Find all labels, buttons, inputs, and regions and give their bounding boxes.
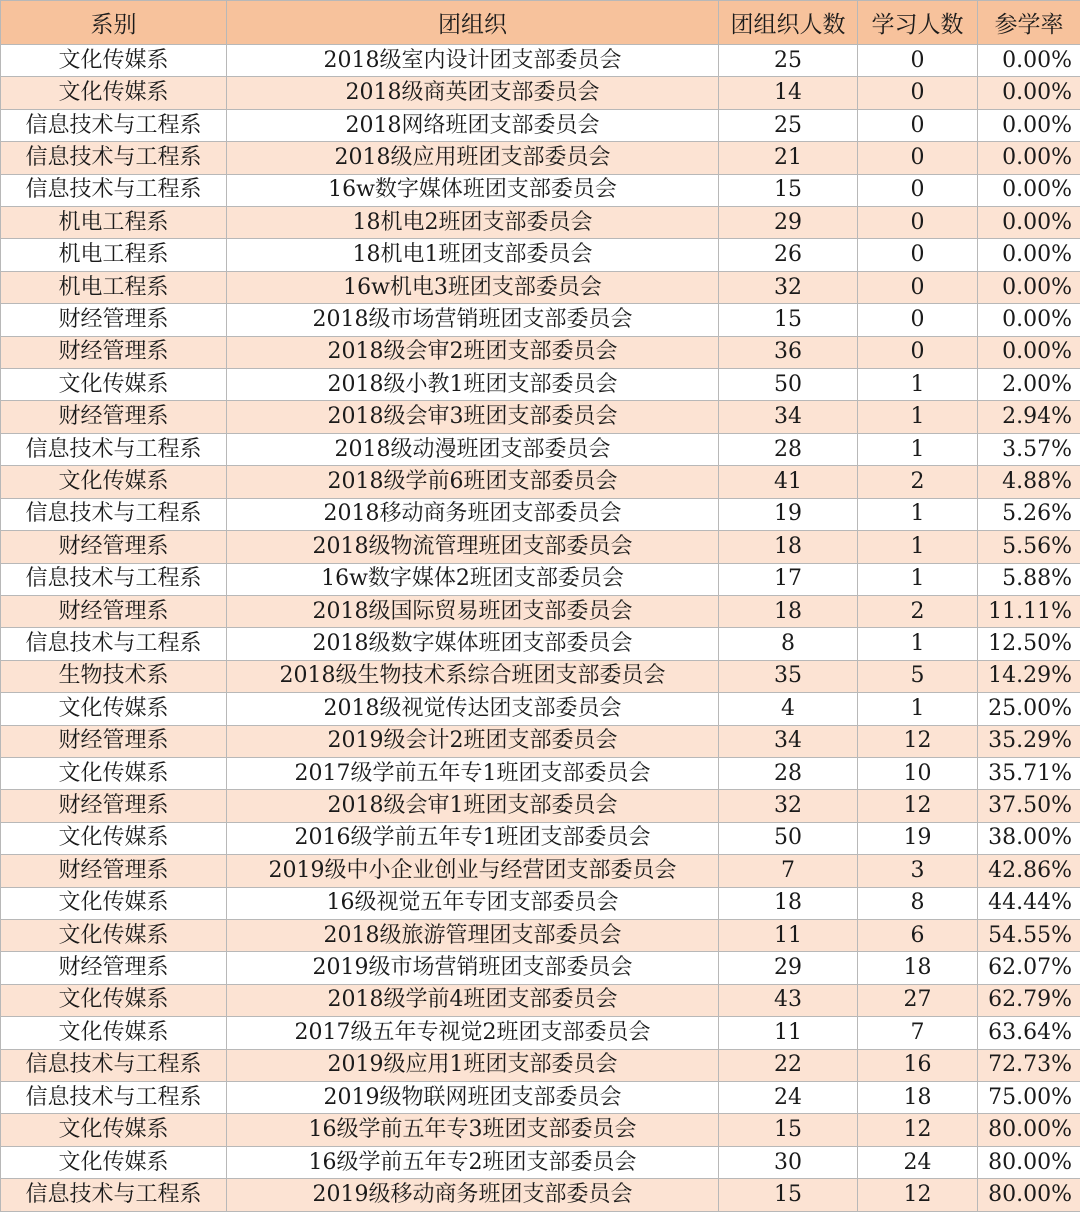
cell-department: 信息技术与工程系 (1, 433, 227, 465)
cell-study-count: 0 (858, 142, 978, 174)
cell-department: 财经管理系 (1, 531, 227, 563)
cell-study-count: 18 (858, 952, 978, 984)
cell-study-count: 5 (858, 660, 978, 692)
cell-organization: 2019级应用1班团支部委员会 (227, 1049, 719, 1081)
cell-member-count: 17 (719, 563, 858, 595)
cell-study-count: 2 (858, 595, 978, 627)
table-row (1, 887, 1080, 919)
cell-participation-rate: 80.00% (978, 1146, 1080, 1178)
header-participation-rate: 参学率 (978, 1, 1080, 45)
cell-organization: 2018级会审2班团支部委员会 (227, 336, 719, 368)
cell-participation-rate: 12.50% (978, 628, 1080, 660)
cell-participation-rate: 0.00% (978, 109, 1080, 141)
cell-member-count: 28 (719, 757, 858, 789)
cell-organization: 2017级学前五年专1班团支部委员会 (227, 757, 719, 789)
cell-study-count: 1 (858, 693, 978, 725)
cell-participation-rate: 37.50% (978, 790, 1080, 822)
cell-study-count: 0 (858, 271, 978, 303)
cell-member-count: 30 (719, 1146, 858, 1178)
cell-member-count: 21 (719, 142, 858, 174)
cell-department: 文化传媒系 (1, 1114, 227, 1146)
cell-organization: 16w机电3班团支部委员会 (227, 271, 719, 303)
cell-participation-rate: 63.64% (978, 1017, 1080, 1049)
cell-organization: 2018级旅游管理团支部委员会 (227, 919, 719, 951)
cell-member-count: 50 (719, 822, 858, 854)
cell-study-count: 0 (858, 207, 978, 239)
header-department: 系别 (1, 1, 227, 45)
cell-participation-rate: 35.71% (978, 757, 1080, 789)
cell-study-count: 3 (858, 855, 978, 887)
table-row (1, 498, 1080, 530)
cell-participation-rate: 44.44% (978, 887, 1080, 919)
cell-member-count: 15 (719, 1179, 858, 1211)
cell-department: 文化传媒系 (1, 919, 227, 951)
cell-department: 文化传媒系 (1, 466, 227, 498)
cell-study-count: 0 (858, 77, 978, 109)
cell-member-count: 35 (719, 660, 858, 692)
table-row (1, 466, 1080, 498)
cell-member-count: 34 (719, 401, 858, 433)
cell-member-count: 18 (719, 595, 858, 627)
table-row (1, 919, 1080, 951)
cell-study-count: 19 (858, 822, 978, 854)
table-row (1, 693, 1080, 725)
cell-organization: 2018级学前4班团支部委员会 (227, 984, 719, 1016)
cell-member-count: 19 (719, 498, 858, 530)
header-study-count: 学习人数 (858, 1, 978, 45)
table-row (1, 952, 1080, 984)
cell-member-count: 41 (719, 466, 858, 498)
table-row (1, 174, 1080, 206)
cell-member-count: 29 (719, 952, 858, 984)
cell-participation-rate: 62.07% (978, 952, 1080, 984)
cell-member-count: 8 (719, 628, 858, 660)
cell-participation-rate: 0.00% (978, 336, 1080, 368)
cell-organization: 2018级商英团支部委员会 (227, 77, 719, 109)
cell-organization: 2018级视觉传达团支部委员会 (227, 693, 719, 725)
cell-participation-rate: 11.11% (978, 595, 1080, 627)
cell-member-count: 15 (719, 1114, 858, 1146)
cell-organization: 2016级学前五年专1班团支部委员会 (227, 822, 719, 854)
cell-study-count: 1 (858, 628, 978, 660)
cell-organization: 2018级国际贸易班团支部委员会 (227, 595, 719, 627)
cell-participation-rate: 25.00% (978, 693, 1080, 725)
header-row (1, 1, 1080, 45)
cell-participation-rate: 0.00% (978, 304, 1080, 336)
cell-department: 财经管理系 (1, 790, 227, 822)
table-row (1, 271, 1080, 303)
cell-organization: 2018级生物技术系综合班团支部委员会 (227, 660, 719, 692)
table-row (1, 1179, 1080, 1211)
cell-member-count: 25 (719, 109, 858, 141)
table-row (1, 595, 1080, 627)
cell-participation-rate: 62.79% (978, 984, 1080, 1016)
table-row (1, 855, 1080, 887)
table-row (1, 563, 1080, 595)
table-header (1, 1, 1080, 45)
cell-member-count: 11 (719, 1017, 858, 1049)
cell-department: 信息技术与工程系 (1, 628, 227, 660)
cell-organization: 2019级物联网班团支部委员会 (227, 1082, 719, 1114)
cell-study-count: 1 (858, 498, 978, 530)
table-row (1, 109, 1080, 141)
cell-department: 财经管理系 (1, 855, 227, 887)
cell-study-count: 6 (858, 919, 978, 951)
cell-department: 财经管理系 (1, 595, 227, 627)
cell-study-count: 1 (858, 433, 978, 465)
cell-department: 财经管理系 (1, 952, 227, 984)
cell-study-count: 12 (858, 725, 978, 757)
cell-participation-rate: 0.00% (978, 77, 1080, 109)
cell-department: 文化传媒系 (1, 77, 227, 109)
cell-department: 机电工程系 (1, 239, 227, 271)
cell-participation-rate: 38.00% (978, 822, 1080, 854)
header-organization: 团组织 (227, 1, 719, 45)
cell-organization: 16w数字媒体2班团支部委员会 (227, 563, 719, 595)
cell-participation-rate: 5.26% (978, 498, 1080, 530)
cell-department: 信息技术与工程系 (1, 563, 227, 595)
cell-department: 文化传媒系 (1, 369, 227, 401)
cell-participation-rate: 3.57% (978, 433, 1080, 465)
table-row (1, 628, 1080, 660)
cell-department: 文化传媒系 (1, 757, 227, 789)
cell-participation-rate: 0.00% (978, 174, 1080, 206)
cell-study-count: 24 (858, 1146, 978, 1178)
cell-study-count: 1 (858, 531, 978, 563)
cell-member-count: 15 (719, 304, 858, 336)
table-body (1, 45, 1080, 1212)
cell-organization: 2019级会计2班团支部委员会 (227, 725, 719, 757)
cell-organization: 2018级应用班团支部委员会 (227, 142, 719, 174)
cell-study-count: 0 (858, 45, 978, 77)
cell-member-count: 18 (719, 887, 858, 919)
table-row (1, 401, 1080, 433)
cell-member-count: 50 (719, 369, 858, 401)
cell-member-count: 4 (719, 693, 858, 725)
cell-study-count: 12 (858, 1179, 978, 1211)
cell-study-count: 0 (858, 174, 978, 206)
cell-member-count: 34 (719, 725, 858, 757)
cell-study-count: 1 (858, 563, 978, 595)
cell-organization: 16级学前五年专3班团支部委员会 (227, 1114, 719, 1146)
cell-participation-rate: 80.00% (978, 1114, 1080, 1146)
cell-organization: 2018级数字媒体班团支部委员会 (227, 628, 719, 660)
cell-department: 生物技术系 (1, 660, 227, 692)
cell-member-count: 11 (719, 919, 858, 951)
cell-department: 信息技术与工程系 (1, 498, 227, 530)
cell-participation-rate: 54.55% (978, 919, 1080, 951)
cell-participation-rate: 0.00% (978, 45, 1080, 77)
table-row (1, 660, 1080, 692)
cell-organization: 18机电1班团支部委员会 (227, 239, 719, 271)
table-row (1, 1049, 1080, 1081)
cell-department: 机电工程系 (1, 271, 227, 303)
cell-participation-rate: 80.00% (978, 1179, 1080, 1211)
cell-member-count: 7 (719, 855, 858, 887)
cell-study-count: 1 (858, 401, 978, 433)
table-row (1, 1146, 1080, 1178)
cell-study-count: 0 (858, 304, 978, 336)
cell-participation-rate: 72.73% (978, 1049, 1080, 1081)
cell-member-count: 32 (719, 790, 858, 822)
cell-study-count: 0 (858, 336, 978, 368)
cell-study-count: 8 (858, 887, 978, 919)
table-row (1, 207, 1080, 239)
cell-department: 机电工程系 (1, 207, 227, 239)
cell-department: 信息技术与工程系 (1, 142, 227, 174)
cell-department: 财经管理系 (1, 725, 227, 757)
cell-organization: 2018级学前6班团支部委员会 (227, 466, 719, 498)
cell-organization: 2019级中小企业创业与经营团支部委员会 (227, 855, 719, 887)
cell-department: 财经管理系 (1, 304, 227, 336)
table-row (1, 239, 1080, 271)
cell-study-count: 1 (858, 369, 978, 401)
cell-study-count: 16 (858, 1049, 978, 1081)
table-row (1, 142, 1080, 174)
cell-organization: 2018级会审3班团支部委员会 (227, 401, 719, 433)
cell-member-count: 29 (719, 207, 858, 239)
table-row (1, 531, 1080, 563)
cell-organization: 16级视觉五年专团支部委员会 (227, 887, 719, 919)
cell-member-count: 28 (719, 433, 858, 465)
table-row (1, 433, 1080, 465)
cell-department: 信息技术与工程系 (1, 1179, 227, 1211)
cell-organization: 2018级市场营销班团支部委员会 (227, 304, 719, 336)
cell-member-count: 36 (719, 336, 858, 368)
header-member-count: 团组织人数 (719, 1, 858, 45)
cell-department: 信息技术与工程系 (1, 174, 227, 206)
cell-participation-rate: 4.88% (978, 466, 1080, 498)
cell-organization: 2018移动商务班团支部委员会 (227, 498, 719, 530)
cell-department: 文化传媒系 (1, 693, 227, 725)
table-row (1, 336, 1080, 368)
cell-member-count: 26 (719, 239, 858, 271)
cell-member-count: 25 (719, 45, 858, 77)
cell-participation-rate: 0.00% (978, 239, 1080, 271)
cell-study-count: 12 (858, 1114, 978, 1146)
table-row (1, 757, 1080, 789)
cell-study-count: 7 (858, 1017, 978, 1049)
cell-member-count: 15 (719, 174, 858, 206)
cell-department: 文化传媒系 (1, 822, 227, 854)
cell-organization: 2018级动漫班团支部委员会 (227, 433, 719, 465)
cell-organization: 2017级五年专视觉2班团支部委员会 (227, 1017, 719, 1049)
cell-department: 文化传媒系 (1, 1146, 227, 1178)
cell-participation-rate: 75.00% (978, 1082, 1080, 1114)
table-row (1, 1082, 1080, 1114)
table-row (1, 1017, 1080, 1049)
cell-study-count: 0 (858, 239, 978, 271)
cell-study-count: 2 (858, 466, 978, 498)
table-row (1, 45, 1080, 77)
cell-department: 文化传媒系 (1, 45, 227, 77)
table-row (1, 725, 1080, 757)
cell-organization: 2018级室内设计团支部委员会 (227, 45, 719, 77)
cell-department: 财经管理系 (1, 401, 227, 433)
cell-member-count: 32 (719, 271, 858, 303)
cell-study-count: 18 (858, 1082, 978, 1114)
cell-organization: 2018级小教1班团支部委员会 (227, 369, 719, 401)
cell-organization: 2019级市场营销班团支部委员会 (227, 952, 719, 984)
table-row (1, 790, 1080, 822)
cell-participation-rate: 35.29% (978, 725, 1080, 757)
table-row (1, 822, 1080, 854)
cell-participation-rate: 0.00% (978, 207, 1080, 239)
cell-organization: 2018网络班团支部委员会 (227, 109, 719, 141)
cell-department: 信息技术与工程系 (1, 1082, 227, 1114)
cell-member-count: 24 (719, 1082, 858, 1114)
cell-member-count: 14 (719, 77, 858, 109)
cell-participation-rate: 0.00% (978, 271, 1080, 303)
cell-study-count: 0 (858, 109, 978, 141)
table-row (1, 77, 1080, 109)
cell-organization: 2018级物流管理班团支部委员会 (227, 531, 719, 563)
table-row (1, 1114, 1080, 1146)
cell-department: 文化传媒系 (1, 1017, 227, 1049)
cell-member-count: 43 (719, 984, 858, 1016)
table-row (1, 369, 1080, 401)
cell-study-count: 12 (858, 790, 978, 822)
cell-participation-rate: 0.00% (978, 142, 1080, 174)
cell-participation-rate: 5.88% (978, 563, 1080, 595)
cell-member-count: 22 (719, 1049, 858, 1081)
cell-participation-rate: 14.29% (978, 660, 1080, 692)
cell-department: 信息技术与工程系 (1, 109, 227, 141)
cell-study-count: 10 (858, 757, 978, 789)
cell-department: 财经管理系 (1, 336, 227, 368)
table-row (1, 984, 1080, 1016)
cell-organization: 16级学前五年专2班团支部委员会 (227, 1146, 719, 1178)
cell-participation-rate: 42.86% (978, 855, 1080, 887)
cell-participation-rate: 5.56% (978, 531, 1080, 563)
cell-department: 文化传媒系 (1, 887, 227, 919)
cell-department: 信息技术与工程系 (1, 1049, 227, 1081)
cell-organization: 2019级移动商务班团支部委员会 (227, 1179, 719, 1211)
cell-department: 文化传媒系 (1, 984, 227, 1016)
cell-organization: 16w数字媒体班团支部委员会 (227, 174, 719, 206)
cell-study-count: 27 (858, 984, 978, 1016)
cell-participation-rate: 2.00% (978, 369, 1080, 401)
table-row (1, 304, 1080, 336)
cell-organization: 18机电2班团支部委员会 (227, 207, 719, 239)
cell-organization: 2018级会审1班团支部委员会 (227, 790, 719, 822)
cell-member-count: 18 (719, 531, 858, 563)
cell-participation-rate: 2.94% (978, 401, 1080, 433)
